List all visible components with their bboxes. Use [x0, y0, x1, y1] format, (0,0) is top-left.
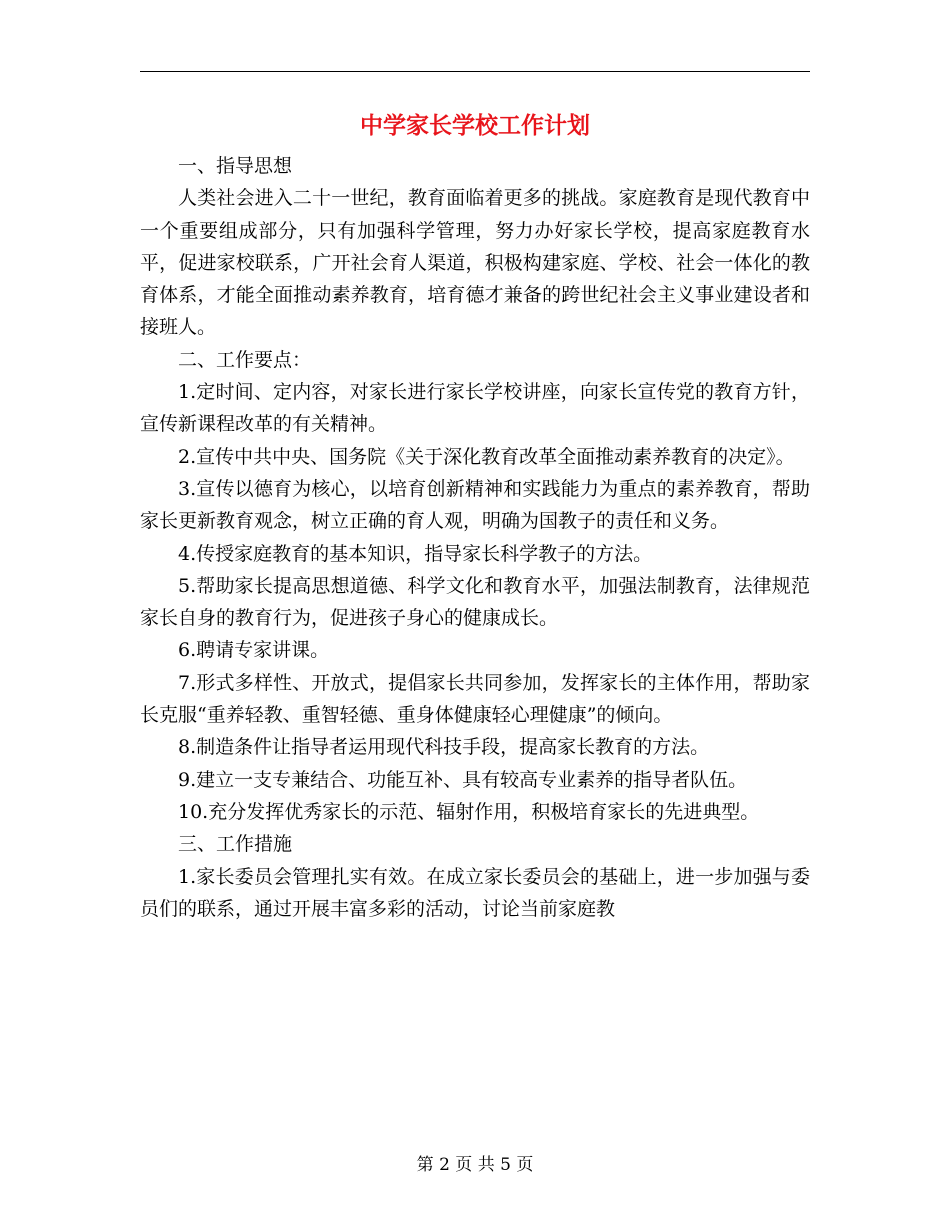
- work-point-1: 1.定时间、定内容，对家长进行家长学校讲座，向家长宣传党的教育方针，宣传新课程改革的有关精神。: [140, 381, 810, 436]
- work-point-5: 5.帮助家长提高思想道德、科学文化和教育水平，加强法制教育，法律规范家长自身的教育行为，促进孩子身心的健康成长。: [140, 574, 810, 630]
- work-point-7: 7.形式多样性、开放式，提倡家长共同参加，发挥家长的主体作用，帮助家长克服“重养轻教、重智轻德、重身体健康轻心理健康”的倾向。: [140, 671, 810, 727]
- section-heading-guiding-thought: 一、指导思想: [178, 155, 293, 177]
- section-heading-work-points: 二、工作要点：: [178, 348, 312, 371]
- work-point-9: 9.建立一支专兼结合、功能互补、具有较高专业素养的指导者队伍。: [178, 768, 748, 791]
- work-point-3: 3.宣传以德育为核心，以培育创新精神和实践能力为重点的素养教育，帮助家长更新教育观念，树立正确的育人观，明确为国教子的责任和义务。: [140, 477, 810, 533]
- work-point-2: 2.宣传中共中央、国务院《关于深化教育改革全面推动素养教育的决定》。: [178, 445, 795, 468]
- document-body: [140, 150, 810, 925]
- work-measure-1: 1.家长委员会管理扎实有效。在成立家长委员会的基础上，进一步加强与委员们的联系，通过开展丰富多彩的活动，讨论当前家庭教: [140, 865, 810, 920]
- page-number: 第 2 页 共 5 页: [416, 1155, 534, 1175]
- document-title: 中学家长学校工作计划: [360, 113, 590, 139]
- section-heading-work-measures: 三、工作措施: [178, 833, 293, 856]
- work-point-4: 4.传授家庭教育的基本知识，指导家长科学教子的方法。: [178, 542, 653, 565]
- work-point-10: 10.充分发挥优秀家长的示范、辐射作用，积极培育家长的先进典型。: [178, 800, 760, 823]
- work-point-8: 8.制造条件让指导者运用现代科技手段，提高家长教育的方法。: [178, 736, 710, 759]
- work-point-6: 6.聘请专家讲课。: [178, 639, 330, 662]
- paragraph-guiding-thought: 人类社会进入二十一世纪，教育面临着更多的挑战。家庭教育是现代教育中一个重要组成部分，只有加强科学管理，努力办好家长学校，提高家庭教育水平，促进家校联系，广开社会育人渠道，积极构建家庭、学校、社会一体化的教育体系，才能全面推动素养教育，培育德才兼备的跨世纪社会主义事业建设者和接班人。: [140, 187, 810, 339]
- header-rule: [140, 71, 810, 72]
